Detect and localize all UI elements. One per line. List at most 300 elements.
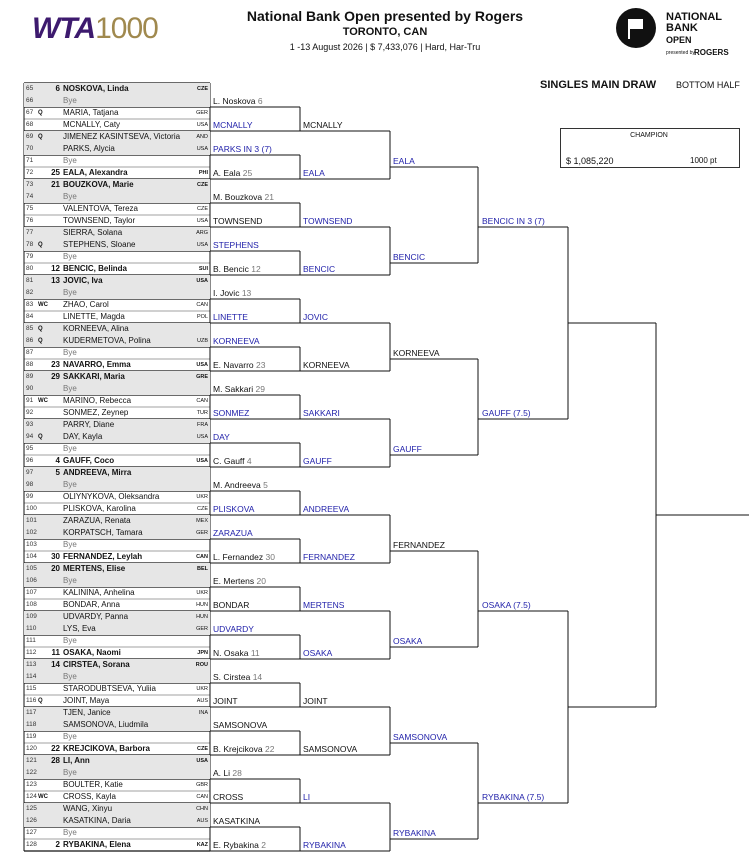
draw-row xyxy=(24,275,210,287)
draw-row xyxy=(24,659,210,671)
round1-result xyxy=(213,96,263,106)
draw-position: 104 xyxy=(26,553,37,560)
result-seed: 12 xyxy=(251,264,261,274)
player-name: Bye xyxy=(63,384,77,393)
round1-result xyxy=(213,264,261,274)
draw-row xyxy=(24,83,210,95)
draw-position: 75 xyxy=(26,205,34,212)
round3-result xyxy=(393,540,445,550)
draw-position: 65 xyxy=(26,85,34,92)
draw-position: 88 xyxy=(26,361,34,368)
draw-position: 115 xyxy=(26,685,37,692)
draw-row xyxy=(24,431,210,443)
result-name: B. Bencic xyxy=(213,264,249,274)
draw-position: 92 xyxy=(26,409,34,416)
player-country: PHI xyxy=(198,170,208,176)
result-name: B. Krejcikova xyxy=(213,744,263,754)
draw-position: 84 xyxy=(26,313,34,320)
round1-result xyxy=(213,384,265,394)
sponsor-line-2: BANK xyxy=(666,22,698,34)
draw-position: 70 xyxy=(26,145,34,152)
draw-row xyxy=(24,719,210,731)
draw-row xyxy=(24,791,210,803)
player-name: Bye xyxy=(63,540,77,549)
draw-row xyxy=(24,527,210,539)
player-seed: 23 xyxy=(51,360,60,369)
round1-result xyxy=(213,480,268,490)
result-name: GAUFF xyxy=(303,456,332,466)
result-seed: 13 xyxy=(241,288,252,298)
draw-row xyxy=(24,503,210,515)
player-name: BONDAR, Anna xyxy=(63,600,120,609)
champion-label: CHAMPION xyxy=(630,132,668,139)
player-name: ZHAO, Carol xyxy=(63,300,109,309)
round1-result xyxy=(213,600,249,610)
result-name: L. Noskova xyxy=(213,96,256,106)
draw-position: 89 xyxy=(26,373,34,380)
round1-result xyxy=(213,216,262,226)
player-name: SONMEZ, Zeynep xyxy=(63,408,129,417)
draw-row xyxy=(24,287,210,299)
result-name: L. Fernandez xyxy=(213,552,264,562)
result-seed: 23 xyxy=(256,360,266,370)
round2-result xyxy=(303,120,343,130)
draw-row xyxy=(24,107,210,119)
draw-position: 118 xyxy=(26,721,37,728)
round1-result xyxy=(213,528,253,538)
draw-position: 87 xyxy=(26,349,34,356)
draw-row xyxy=(24,479,210,491)
result-name: UDVARDY xyxy=(213,624,254,634)
draw-row xyxy=(24,587,210,599)
result-name: MCNALLY xyxy=(303,120,343,130)
player-country: CHN xyxy=(196,806,208,812)
result-name: A. Eala xyxy=(213,168,241,178)
player-name: KALININA, Anhelina xyxy=(63,588,135,597)
draw-subheading: BOTTOM HALF xyxy=(676,80,740,90)
draw-position: 96 xyxy=(26,457,34,464)
round3-result xyxy=(393,252,425,262)
player-name: PARKS, Alycia xyxy=(63,144,115,153)
draw-position: 124 xyxy=(26,793,37,800)
round2-result xyxy=(303,840,346,850)
player-country: GER xyxy=(196,626,208,632)
draw-row xyxy=(24,635,210,647)
result-name: ANDREEVA xyxy=(303,504,350,514)
round1-result xyxy=(213,792,243,802)
player-country: CZE xyxy=(197,206,208,212)
draw-position: 116 xyxy=(26,697,37,704)
result-name: RYBAKINA xyxy=(393,828,436,838)
player-country: CAN xyxy=(196,398,208,404)
draw-row xyxy=(24,683,210,695)
round2-result xyxy=(303,744,357,754)
player-country: GER xyxy=(196,530,208,536)
draw-row xyxy=(24,131,210,143)
draw-position: 86 xyxy=(26,337,34,344)
tournament-city: TORONTO, CAN xyxy=(342,26,428,38)
draw-position: 100 xyxy=(26,505,37,512)
draw-row xyxy=(24,263,210,275)
draw-row xyxy=(24,179,210,191)
draw-position: 106 xyxy=(26,577,37,584)
draw-position: 121 xyxy=(26,757,37,764)
round1-result xyxy=(213,624,254,634)
result-name: KORNEEVA xyxy=(213,336,260,346)
champion-points: 1000 pt xyxy=(690,156,717,165)
round4-result xyxy=(482,600,531,610)
result-name: STEPHENS xyxy=(213,240,259,250)
player-name: JOVIC, Iva xyxy=(63,276,103,285)
player-name: LINETTE, Magda xyxy=(63,312,125,321)
player-seed: 20 xyxy=(51,564,60,573)
player-country: AUS xyxy=(196,698,208,704)
draw-position: 83 xyxy=(26,301,34,308)
round1-result xyxy=(213,696,238,706)
player-name: KREJCIKOVA, Barbora xyxy=(63,744,150,753)
draw-position: 69 xyxy=(26,133,34,140)
round2-result xyxy=(303,792,310,802)
result-name: SONMEZ xyxy=(213,408,250,418)
player-country: HUN xyxy=(196,614,208,620)
round1-result xyxy=(213,240,259,250)
player-name: Bye xyxy=(63,732,77,741)
result-name: DAY xyxy=(213,432,230,442)
player-country: AUS xyxy=(196,818,208,824)
result-name: LINETTE xyxy=(213,312,248,322)
round1-result xyxy=(213,744,274,754)
player-country: GRE xyxy=(196,374,208,380)
round1-result xyxy=(213,312,248,322)
player-country: INA xyxy=(198,710,208,716)
result-name: BONDAR xyxy=(213,600,250,610)
player-name: LI, Ann xyxy=(63,756,90,765)
draw-position: 119 xyxy=(26,733,37,740)
player-name: FERNANDEZ, Leylah xyxy=(63,552,143,561)
round3-result xyxy=(393,828,436,838)
result-seed: 29 xyxy=(255,384,265,394)
result-name: CROSS xyxy=(213,792,244,802)
draw-position: 114 xyxy=(26,673,37,680)
player-seed: 12 xyxy=(51,264,60,273)
result-name: JOINT xyxy=(213,696,238,706)
round1-result xyxy=(213,336,260,346)
player-country: UZB xyxy=(197,338,208,344)
player-name: NOSKOVA, Linda xyxy=(63,84,129,93)
player-name: RYBAKINA, Elena xyxy=(63,840,131,849)
result-name: LI xyxy=(303,792,311,802)
draw-row xyxy=(24,611,210,623)
player-country: POL xyxy=(196,314,208,320)
result-name: BENCIC xyxy=(393,252,426,262)
draw-row xyxy=(24,815,210,827)
draw-row xyxy=(24,491,210,503)
draw-row xyxy=(24,623,210,635)
draw-position: 110 xyxy=(26,625,37,632)
round1-result xyxy=(213,504,254,514)
entry-status: WC xyxy=(38,302,48,308)
player-country: CAN xyxy=(196,554,208,560)
draw-row xyxy=(24,839,210,851)
player-name: ANDREEVA, Mirra xyxy=(63,468,132,477)
player-name: PLISKOVA, Karolina xyxy=(63,504,136,513)
result-seed: 5 xyxy=(263,480,268,490)
draw-row xyxy=(24,371,210,383)
player-name: CIRSTEA, Sorana xyxy=(63,660,130,669)
draw-position: 73 xyxy=(26,181,34,188)
draw-row xyxy=(24,323,210,335)
player-name: MCNALLY, Caty xyxy=(63,120,121,129)
player-country: USA xyxy=(196,242,208,248)
tournament-details: 1 -13 August 2026 | $ 7,433,076 | Hard, Har-Tru xyxy=(289,42,481,52)
round2-result xyxy=(303,408,340,418)
draw-position: 103 xyxy=(26,541,37,548)
draw-row xyxy=(24,827,210,839)
draw-position: 79 xyxy=(26,253,34,260)
sponsor-presented: presented by xyxy=(666,50,695,56)
draw-row xyxy=(24,695,210,707)
entry-status: Q xyxy=(38,326,43,332)
entry-status: Q xyxy=(38,434,43,440)
draw-row xyxy=(24,215,210,227)
player-country: ARG xyxy=(196,230,208,236)
round2-result xyxy=(303,504,349,514)
draw-position: 98 xyxy=(26,481,34,488)
draw-row xyxy=(24,383,210,395)
draw-row xyxy=(24,251,210,263)
player-name: OSAKA, Naomi xyxy=(63,648,121,657)
player-country: CZE xyxy=(197,746,208,752)
draw-row xyxy=(24,167,210,179)
result-name: SAMSONOVA xyxy=(303,744,358,754)
draw-position: 76 xyxy=(26,217,34,224)
player-name: NAVARRO, Emma xyxy=(63,360,131,369)
draw-position: 93 xyxy=(26,421,34,428)
result-name: PLISKOVA xyxy=(213,504,255,514)
result-name: PARKS IN 3 (7) xyxy=(213,144,272,154)
player-country: USA xyxy=(196,434,208,440)
result-name: TOWNSEND xyxy=(303,216,353,226)
player-country: USA xyxy=(196,758,208,764)
result-name: I. Jovic xyxy=(213,288,240,298)
round2-result xyxy=(303,312,328,322)
draw-position: 122 xyxy=(26,769,37,776)
player-name: MARIA, Tatjana xyxy=(63,108,119,117)
draw-row xyxy=(24,647,210,659)
result-name: E. Navarro xyxy=(213,360,254,370)
draw-row xyxy=(24,779,210,791)
round3-result xyxy=(393,348,440,358)
round4-result xyxy=(482,408,531,418)
player-seed: 14 xyxy=(51,660,60,669)
draw-row xyxy=(24,563,210,575)
result-name: GAUFF (7.5) xyxy=(482,408,531,418)
result-name: E. Rybakina xyxy=(213,840,259,850)
player-country: USA xyxy=(196,218,208,224)
sponsor-line-3: OPEN xyxy=(666,35,692,45)
draw-row xyxy=(24,551,210,563)
draw-position: 97 xyxy=(26,469,34,476)
draw-row xyxy=(24,239,210,251)
result-seed: 21 xyxy=(264,192,274,202)
result-name: KORNEEVA xyxy=(393,348,440,358)
result-name: RYBAKINA xyxy=(303,840,346,850)
draw-position: 81 xyxy=(26,277,34,284)
draw-row xyxy=(24,455,210,467)
draw-row xyxy=(24,299,210,311)
player-country: UKR xyxy=(196,686,208,692)
round2-result xyxy=(303,168,325,178)
entry-status: WC xyxy=(38,794,48,800)
draw-row xyxy=(24,443,210,455)
round3-result xyxy=(393,156,415,166)
player-name: DAY, Kayla xyxy=(63,432,103,441)
player-name: SAMSONOVA, Liudmila xyxy=(63,720,149,729)
entry-status: Q xyxy=(38,134,43,140)
entry-status: Q xyxy=(38,698,43,704)
player-name: EALA, Alexandra xyxy=(63,168,128,177)
player-name: Bye xyxy=(63,768,77,777)
player-name: OLIYNYKOVA, Oleksandra xyxy=(63,492,160,501)
draw-position: 94 xyxy=(26,433,34,440)
draw-row xyxy=(24,191,210,203)
draw-row xyxy=(24,539,210,551)
result-seed: 30 xyxy=(265,552,275,562)
draw-row xyxy=(24,515,210,527)
draw-row xyxy=(24,155,210,167)
draw-row xyxy=(24,359,210,371)
result-name: JOINT xyxy=(303,696,328,706)
draw-row xyxy=(24,707,210,719)
result-name: BENCIC xyxy=(303,264,336,274)
player-country: SUI xyxy=(198,266,208,272)
player-name: BENCIC, Belinda xyxy=(63,264,128,273)
result-name: JOVIC xyxy=(303,312,329,322)
result-name: TOWNSEND xyxy=(213,216,263,226)
player-name: Bye xyxy=(63,480,77,489)
draw-row xyxy=(24,227,210,239)
player-country: TUR xyxy=(196,410,208,416)
result-name: MCNALLY xyxy=(213,120,253,130)
round1-result xyxy=(213,408,249,418)
player-country: JPN xyxy=(197,650,208,656)
round2-result xyxy=(303,264,335,274)
player-country: AND xyxy=(196,134,208,140)
player-name: GAUFF, Coco xyxy=(63,456,115,465)
player-seed: 4 xyxy=(55,456,60,465)
result-name: KORNEEVA xyxy=(303,360,350,370)
player-name: MERTENS, Elise xyxy=(63,564,126,573)
draw-position: 113 xyxy=(26,661,37,668)
round1-result xyxy=(213,768,242,778)
draw-row xyxy=(24,599,210,611)
champion-prize: $ 1,085,220 xyxy=(566,156,614,166)
player-country: ROU xyxy=(195,662,208,668)
draw-position: 66 xyxy=(26,97,34,104)
round4-result xyxy=(482,216,545,226)
result-name: M. Sakkari xyxy=(213,384,254,394)
draw-position: 126 xyxy=(26,817,37,824)
player-name: SAKKARI, Maria xyxy=(63,372,125,381)
draw-position: 72 xyxy=(26,169,34,176)
player-country: CZE xyxy=(197,182,208,188)
draw-row xyxy=(24,335,210,347)
result-name: OSAKA xyxy=(393,636,423,646)
player-name: JIMENEZ KASINTSEVA, Victoria xyxy=(63,132,181,141)
draw-position: 77 xyxy=(26,229,34,236)
draw-position: 109 xyxy=(26,613,37,620)
player-country: USA xyxy=(196,362,208,368)
player-name: KUDERMETOVA, Polina xyxy=(63,336,151,345)
draw-position: 125 xyxy=(26,805,37,812)
draw-row xyxy=(24,143,210,155)
draw-row xyxy=(24,467,210,479)
draw-position: 68 xyxy=(26,121,34,128)
result-seed: 14 xyxy=(252,672,263,682)
result-name: E. Mertens xyxy=(213,576,255,586)
player-country: KAZ xyxy=(196,842,208,848)
draw-row xyxy=(24,119,210,131)
player-seed: 5 xyxy=(55,468,60,477)
round3-result xyxy=(393,636,422,646)
draw-row xyxy=(24,767,210,779)
player-country: BEL xyxy=(197,566,208,572)
player-country: USA xyxy=(196,146,208,152)
draw-position: 120 xyxy=(26,745,37,752)
player-name: VALENTOVA, Tereza xyxy=(63,204,138,213)
result-seed: 6 xyxy=(257,96,263,106)
player-country: MEX xyxy=(196,518,208,524)
draw-row xyxy=(24,311,210,323)
player-name: STEPHENS, Sloane xyxy=(63,240,136,249)
draw-row xyxy=(24,671,210,683)
round1-result xyxy=(213,360,265,370)
result-name: RYBAKINA (7.5) xyxy=(482,792,545,802)
draw-position: 99 xyxy=(26,493,34,500)
result-name: FERNANDEZ xyxy=(393,540,445,550)
result-seed: 25 xyxy=(242,168,253,178)
player-country: USA xyxy=(196,122,208,128)
logo-wta: WTA xyxy=(32,12,96,45)
draw-row xyxy=(24,803,210,815)
player-seed: 13 xyxy=(51,276,60,285)
result-seed: 4 xyxy=(246,456,252,466)
round2-result xyxy=(303,552,355,562)
round3-result xyxy=(393,444,422,454)
player-name: TJEN, Janice xyxy=(63,708,111,717)
draw-position: 74 xyxy=(26,193,34,200)
player-country: GBR xyxy=(196,782,208,788)
player-name: STARODUBTSEVA, Yuliia xyxy=(63,684,156,693)
player-name: Bye xyxy=(63,672,77,681)
draw-row xyxy=(24,407,210,419)
result-name: BENCIC IN 3 (7) xyxy=(482,216,545,226)
draw-row xyxy=(24,203,210,215)
result-name: S. Cirstea xyxy=(213,672,251,682)
draw-position: 101 xyxy=(26,517,37,524)
result-name: M. Bouzkova xyxy=(213,192,263,202)
result-name: SAKKARI xyxy=(303,408,340,418)
player-name: UDVARDY, Panna xyxy=(63,612,129,621)
draw-position: 123 xyxy=(26,781,37,788)
player-name: Bye xyxy=(63,252,77,261)
player-country: USA xyxy=(196,278,208,284)
round1-result xyxy=(213,168,252,178)
draw-position: 127 xyxy=(26,829,37,836)
player-country: GER xyxy=(196,110,208,116)
round1-result xyxy=(213,840,266,850)
draw-position: 91 xyxy=(26,397,34,404)
